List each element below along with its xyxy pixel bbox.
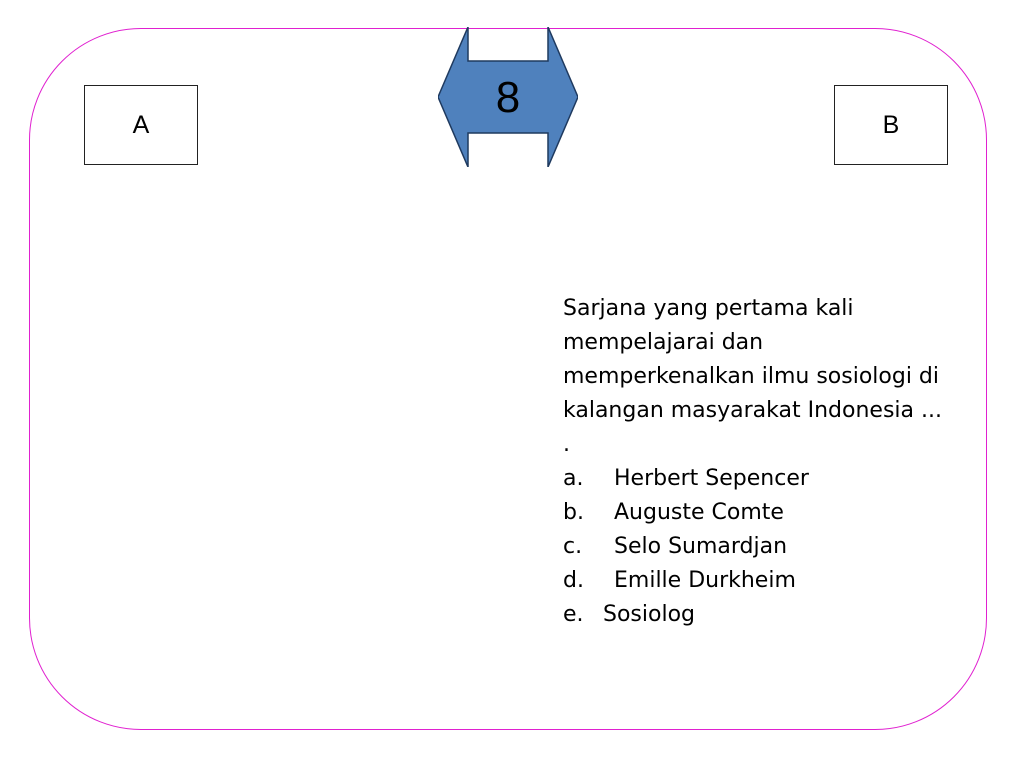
option-letter: a. bbox=[563, 466, 584, 491]
answer-options bbox=[563, 462, 963, 632]
answer-b-button[interactable] bbox=[834, 85, 948, 165]
answer-b-label: B bbox=[882, 110, 900, 139]
option-a[interactable] bbox=[563, 462, 963, 496]
option-text: Emille Durkheim bbox=[614, 568, 796, 593]
question-number: 8 bbox=[495, 73, 521, 122]
option-text: Selo Sumardjan bbox=[614, 534, 788, 559]
question-block bbox=[563, 292, 963, 632]
option-text: Sosiolog bbox=[603, 602, 695, 627]
option-b[interactable] bbox=[563, 496, 963, 530]
option-letter: e. bbox=[563, 602, 584, 627]
option-letter: c. bbox=[563, 534, 583, 559]
option-letter: d. bbox=[563, 568, 584, 593]
question-line: . bbox=[563, 432, 570, 457]
answer-a-label: A bbox=[132, 110, 150, 139]
double-arrow-icon[interactable] bbox=[438, 27, 578, 167]
option-c[interactable] bbox=[563, 530, 963, 564]
answer-a-button[interactable] bbox=[84, 85, 198, 165]
question-line: kalangan masyarakat Indonesia ... bbox=[563, 398, 942, 423]
option-e[interactable] bbox=[563, 598, 963, 632]
option-letter: b. bbox=[563, 500, 584, 525]
option-text: Herbert Sepencer bbox=[614, 466, 809, 491]
question-line: memperkenalkan ilmu sosiologi di bbox=[563, 364, 940, 389]
question-line: Sarjana yang pertama kali bbox=[563, 296, 854, 321]
question-line: mempelajarai dan bbox=[563, 330, 764, 355]
option-d[interactable] bbox=[563, 564, 963, 598]
option-text: Auguste Comte bbox=[614, 500, 784, 525]
